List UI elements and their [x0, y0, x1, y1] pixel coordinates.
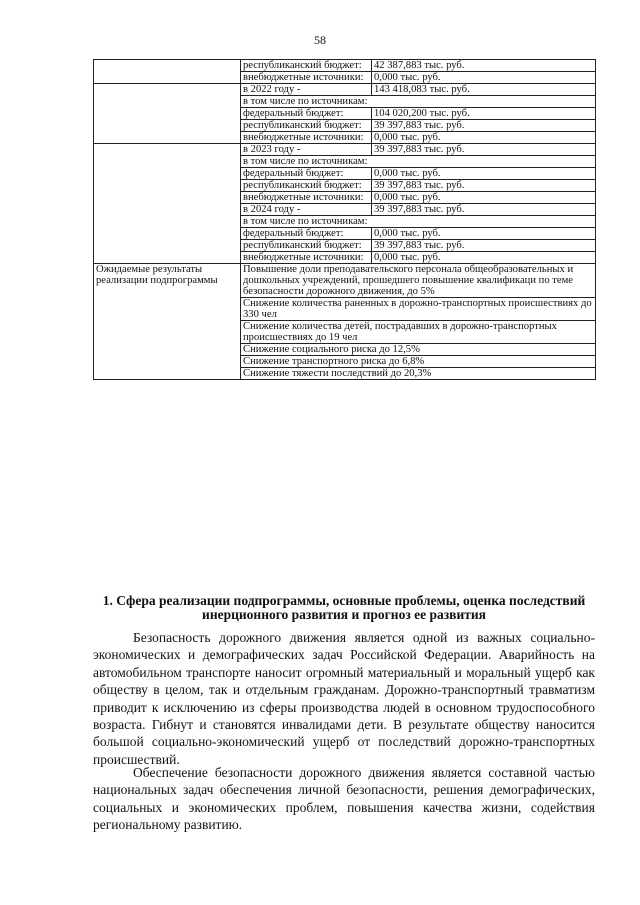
result-item: Снижение транспортного риска до 6,8%: [241, 356, 596, 368]
source-value: 39 397,883 тыс. руб.: [372, 240, 596, 252]
source-value: 0,000 тыс. руб.: [372, 72, 596, 84]
table-row: [94, 144, 596, 156]
source-label: внебюджетные источники:: [241, 192, 372, 204]
source-value: 104 020,200 тыс. руб.: [372, 108, 596, 120]
source-label: федеральный бюджет:: [241, 168, 372, 180]
result-item: Снижение количества раненных в дорожно-транспортных происшествиях до 330 чел: [241, 298, 596, 321]
source-value: 0,000 тыс. руб.: [372, 132, 596, 144]
source-label: федеральный бюджет:: [241, 108, 372, 120]
section-heading: 1. Сфера реализации подпрограммы, основные проблемы, оценка последствий инерционного развития и прогноз ее развития: [102, 593, 586, 622]
paragraph-text: Обеспечение безопасности дорожного движения является составной частью национальных задач обеспечения личной безопасности, решения демографических, социальных и экономических проблем, повышения качества жизни, содействия региональному развитию.: [93, 765, 595, 833]
empty-label-cell: [94, 60, 241, 84]
empty-label-cell: [94, 84, 241, 144]
source-value: 42 387,883 тыс. руб.: [372, 60, 596, 72]
year-label: в 2023 году -: [241, 144, 372, 156]
year-value: 143 418,083 тыс. руб.: [372, 84, 596, 96]
year-label: в 2022 году -: [241, 84, 372, 96]
sources-caption: в том числе по источникам:: [241, 156, 596, 168]
result-item: Снижение социального риска до 12,5%: [241, 344, 596, 356]
source-value: 0,000 тыс. руб.: [372, 192, 596, 204]
source-value: 39 397,883 тыс. руб.: [372, 180, 596, 192]
body-paragraph: [93, 764, 595, 834]
source-label: республиканский бюджет:: [241, 240, 372, 252]
body-paragraph: [93, 629, 595, 768]
year-value: 39 397,883 тыс. руб.: [372, 144, 596, 156]
source-value: 0,000 тыс. руб.: [372, 228, 596, 240]
table-row: [94, 60, 596, 72]
result-item: Снижение количества детей, пострадавших в дорожно-транспортных происшествиях до 19 чел: [241, 321, 596, 344]
year-label: в 2024 году -: [241, 204, 372, 216]
source-label: республиканский бюджет:: [241, 60, 372, 72]
source-value: 39 397,883 тыс. руб.: [372, 120, 596, 132]
table-row: [94, 264, 596, 298]
sources-caption: в том числе по источникам:: [241, 216, 596, 228]
source-value: 0,000 тыс. руб.: [372, 168, 596, 180]
result-item: Снижение тяжести последствий до 20,3%: [241, 368, 596, 380]
paragraph-text: Безопасность дорожного движения является одной из важных социально-экономических и демографических задач Российской Федерации. Аварийность на автомобильном транспорте наносит огромный материальный и моральный ущерб как обществу в целом, так и отдельным гражданам. Дорожно-транспортный травматизм приводит к исключению из сферы производства людей в основном трудоспособного возраста. Гибнут и становятся инвалидами дети. В результате обществу наносится большой социально-экономический ущерб от последствий дорожно-транспортных происшествий.: [93, 630, 595, 767]
source-label: внебюджетные источники:: [241, 252, 372, 264]
funding-table: [93, 59, 596, 380]
results-label: Ожидаемые результаты реализации подпрограммы: [94, 264, 241, 380]
source-label: внебюджетные источники:: [241, 72, 372, 84]
source-value: 0,000 тыс. руб.: [372, 252, 596, 264]
sources-caption: в том числе по источникам:: [241, 96, 596, 108]
source-label: республиканский бюджет:: [241, 180, 372, 192]
empty-label-cell: [94, 144, 241, 264]
year-value: 39 397,883 тыс. руб.: [372, 204, 596, 216]
result-item: Повышение доли преподавательского персонала общеобразовательных и дошкольных учреждений, прошедшего повышение квалификаци по теме безопасности дорожного движения, до 5%: [241, 264, 596, 298]
source-label: федеральный бюджет:: [241, 228, 372, 240]
source-label: внебюджетные источники:: [241, 132, 372, 144]
source-label: республиканский бюджет:: [241, 120, 372, 132]
page-number: 58: [314, 33, 326, 47]
table-row: [94, 84, 596, 96]
